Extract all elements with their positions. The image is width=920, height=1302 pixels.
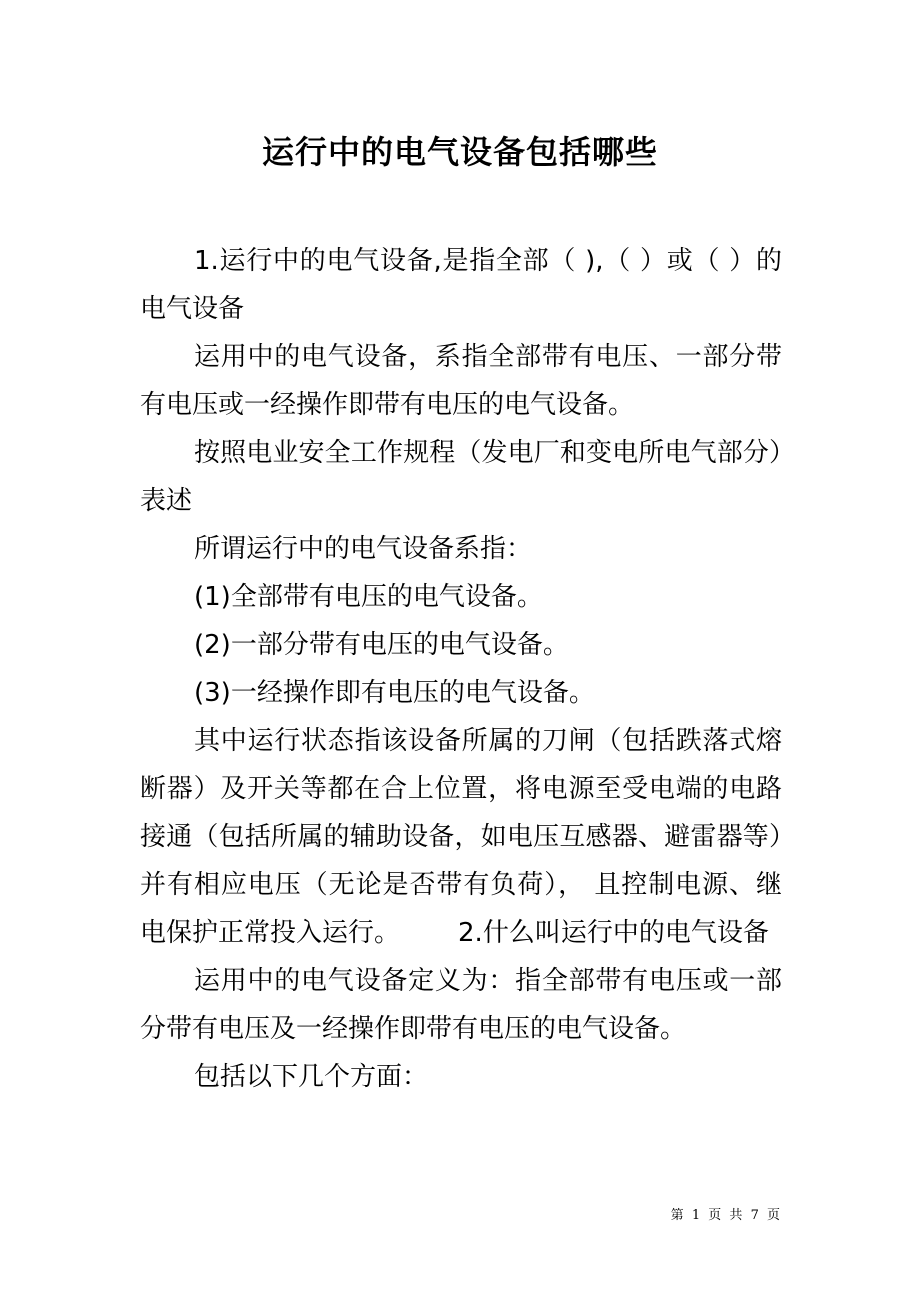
paragraph: 运用中的电气设备定义为：指全部带有电压或一部分带有电压及一经操作即带有电压的电气设备。	[140, 966, 782, 1044]
paragraph-text: 2.什么叫运行中的电气设备	[458, 918, 769, 948]
paragraph: 包括以下几个方面：	[194, 1062, 429, 1092]
footer-label: 共	[729, 1208, 743, 1223]
paragraph-text: 其中运行状态指该设备所属的刀闸（包括跌落式熔断器）及开关等都在合上位置，将电源至受电端的电路接通（包括所属的辅助设备，如电压互感器、避雷器等）并有相应电压（无论是否带有负荷）， 且控制电源、继电保护正常投入运行。	[140, 726, 782, 948]
paragraph: (3)一经操作即有电压的电气设备。	[194, 678, 595, 708]
paragraph: (2)一部分带有电压的电气设备。	[194, 630, 569, 660]
footer-label: 页	[766, 1208, 780, 1223]
paragraph: 按照电业安全工作规程（发电厂和变电所电气部分）表述	[140, 438, 782, 516]
paragraph: 1.运行中的电气设备,是指全部（ ),（ ）或（ ）的电气设备	[140, 246, 782, 324]
paragraph	[140, 717, 782, 957]
paragraph: 运用中的电气设备，系指全部带有电压、一部分带有电压或一经操作即带有电压的电气设备。	[140, 342, 782, 420]
total-page-count: 7	[750, 1208, 759, 1223]
paragraph: 所谓运行中的电气设备系指：	[194, 534, 533, 564]
document-title: 运行中的电气设备包括哪些	[261, 133, 658, 171]
paragraph: (1)全部带有电压的电气设备。	[194, 582, 543, 612]
footer-label: 第	[670, 1208, 684, 1223]
page-footer	[671, 1206, 780, 1226]
footer-label: 页	[708, 1208, 722, 1223]
document-body	[140, 237, 782, 1101]
current-page-number: 1	[691, 1208, 701, 1223]
